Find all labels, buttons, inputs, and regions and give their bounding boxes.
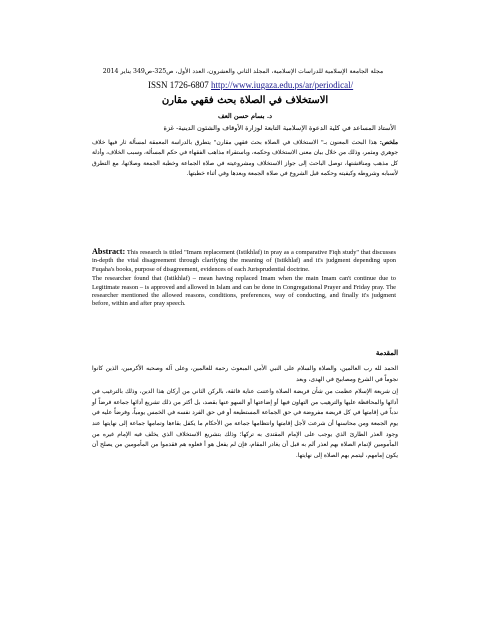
issn-line xyxy=(148,80,398,90)
arabic-abstract xyxy=(92,138,398,180)
journal-url[interactable]: http://www.iugaza.edu.ps/ar/periodical/ xyxy=(211,80,354,90)
english-abstract xyxy=(92,248,396,310)
issn-number: ISSN 1726-6807 xyxy=(148,80,209,90)
paper-title: الاستخلاف في الصلاة بحث فقهي مقارن xyxy=(161,95,329,106)
introduction-paragraph-1: الحمد لله رب العالمين، والصلاة والسلام على النبي الأمي المبعوث رحمة للعالمين، وعلى آله وصحبه الأكرمين، الذين كانوا نجوماً في الشرع ومصابيح في الهدى، وبعد xyxy=(92,366,398,383)
english-abstract-paragraph-2: The researcher found that (Istikhlaf) – mean having replaced Imam when the main Imam can't continue due to Legitimate reason – is approved and allowed in Islam and can be done in Congregational Prayer and Friday pray. The researcher mentioned the allowed reasons, conditions, preferences, way of conducting, and finally it's judgment before, within and after pray speech. xyxy=(92,275,396,308)
arabic-abstract-text: هذا البحث المعنون بـ" الاستخلاف في الصلاة بحث فقهي مقارن" يتطرق بالدراسة المعمقة لمسألة ثار فيها خلاف جوهري ومثمر، وذلك من خلال بيان معنى الاستخلاف وحكمه، وباستقراء مذاهب الفقهاء في حكم المسألة، وسبب الخلاف، وأدلة كل مذهب ومناقشتها، توصل الباحث إلى جواز الاستخلاف ومشروعيته في صلاة الجماعة وخطبة الجمعة وصلاتها، مع التطرق لأسبابه وشروطه وكيفيته وحكمه قبل الشروع في صلاة الجمعة وبعدها وفي أثناء خطبتها. xyxy=(92,140,398,178)
introduction-paragraph-2: إن شريعة الإسلام عظمت من شأن فريضة الصلاة واعتنت عناية فائقة، بالركن الثاني من أركان هذا الدين، وذلك بالترغيب في أدائها والمحافظة عليها والترهيب من التهاون فيها أو إضاعتها أو السهو عنها بقصد، بل أكثر من ذلك تشريع أدائها جماعة فرضاً أو ندباً في إقامتها في كل فريضة مفروضة في حق الجماعة المستطيعة أو في حق الفرد نفسه في الخمس يومياً، وفرضاً عليه في يوم الجمعة ومن محاسنها أن شرعت لأجل إقامتها وانتظامها جماعة من الأحكام ما يكفل بقاءها وتمامها جماعة إلى نهايتها عند وجود العذر الطارئ الذي يوجب على الإمام المقتدى به تركها؛ وذلك بتشريع الاستخلاف الذي يخلف فيه الإمام غيره من المأمومين لإتمام الصلاة بهم لعذر ألم به قبل أن يغادر المقام، فإن لم يفعل هو أ فعلوه هم فقدموا من المأمومين من يصلح أن يكون إمامهم، ليتمم بهم الصلاة إلى نهايتها. xyxy=(92,389,398,459)
english-abstract-paragraph-1 xyxy=(92,248,396,274)
journal-citation: مجلة الجامعة الإسلامية للدراسات الإسلامية، المجلد الثاني والعشرون، العدد الأول، ص325-ص349 يناير 2014 xyxy=(102,68,384,75)
introduction-heading: المقدمة xyxy=(375,349,398,357)
author-affiliation: الأستاذ المساعد في كلية الدعوة الإسلامية التابعة لوزارة الأوقاف والشئون الدينية- غزة xyxy=(163,124,396,132)
arabic-abstract-label: ملخص: xyxy=(379,139,399,146)
english-abstract-text-1: This research is titled "Imam replacement (Istikhlaf) in pray as a comparative Fiqh study" that discusses in-depth the vital disagreement through clarifying the meaning of (Istikhlaf) and it's judgment depending upon Fuqaha's books, purpose of disagreement, evidences of each Jurisprudential doctrine. xyxy=(92,249,396,273)
english-abstract-label: Abstract: xyxy=(92,247,126,256)
author-name: د. بسام حسن العف xyxy=(218,112,272,120)
introduction-body xyxy=(92,364,398,463)
